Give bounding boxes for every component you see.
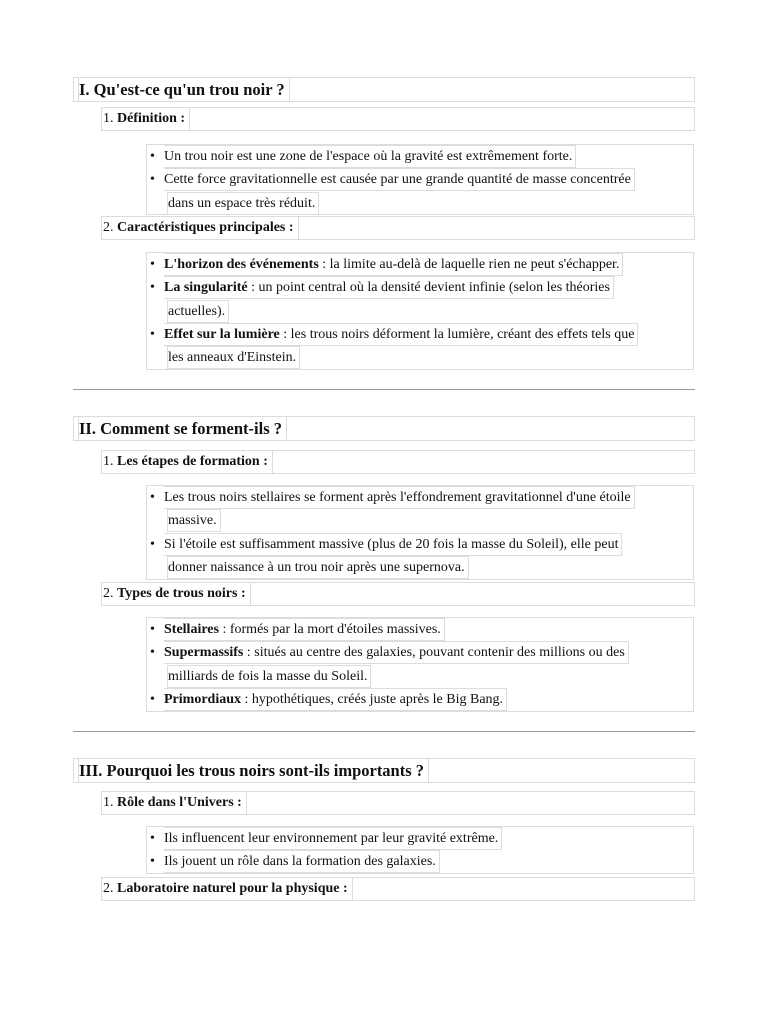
bullet-icon: • — [150, 854, 155, 870]
subsection-label: Définition : — [117, 111, 186, 126]
list-item: • Primordiaux : hypothétiques, créés juste après le Big Bang. — [147, 688, 693, 711]
section-3 — [73, 758, 695, 783]
section-title: I. Qu'est-ce qu'un trou noir ? — [73, 77, 695, 102]
subsection-heading — [101, 450, 695, 474]
subsection-heading — [101, 216, 695, 240]
bullet-icon: • — [150, 172, 155, 188]
list-number: 1. — [103, 454, 114, 469]
list-item: • Cette force gravitationnelle est causée par une grande quantité de masse concentrée dans un espace très réduit. — [147, 168, 693, 215]
section-title: II. Comment se forment-ils ? — [73, 416, 695, 441]
bullet-icon: • — [150, 831, 155, 846]
section-1 — [73, 77, 695, 102]
list-number: 1. — [103, 795, 114, 810]
bullet-icon: • — [150, 645, 155, 661]
subsection-label: Rôle dans l'Univers : — [117, 795, 242, 810]
list-number: 2. — [103, 220, 114, 235]
list-item: • Effet sur la lumière : les trous noirs déforment la lumière, créant des effets tels que les anneaux d'Einstein. — [147, 323, 693, 370]
subsection-heading — [101, 877, 695, 901]
list-item: • Ils influencent leur environnement par leur gravité extrême. — [147, 827, 693, 850]
bullet-icon: • — [150, 280, 155, 296]
subsection-label: Types de trous noirs : — [117, 586, 246, 601]
section-title: III. Pourquoi les trous noirs sont-ils importants ? — [73, 758, 695, 783]
section-divider — [73, 731, 695, 732]
bullet-icon: • — [150, 326, 155, 342]
subsection-label: Caractéristiques principales : — [117, 220, 294, 235]
subsection-heading — [101, 791, 695, 815]
section-2 — [73, 416, 695, 441]
bullet-list-box — [146, 617, 694, 712]
bullet-list-box — [146, 144, 694, 215]
list-item: • Stellaires : formés par la mort d'étoiles massives. — [147, 618, 693, 641]
list-item: • L'horizon des événements : la limite au-delà de laquelle rien ne peut s'échapper. — [147, 253, 693, 276]
list-item: • La singularité : un point central où la densité devient infinie (selon les théories actuelles). — [147, 276, 693, 323]
bullet-icon: • — [150, 622, 155, 637]
bullet-icon: • — [150, 149, 155, 164]
subsection-label: Les étapes de formation : — [117, 454, 268, 469]
bullet-icon: • — [150, 536, 155, 552]
bullet-icon: • — [150, 257, 155, 272]
list-number: 2. — [103, 586, 114, 601]
list-item: • Si l'étoile est suffisamment massive (plus de 20 fois la masse du Soleil), elle peut donner naissance à un trou noir après une supernova. — [147, 533, 693, 580]
subsection-heading — [101, 582, 695, 606]
bullet-icon: • — [150, 490, 155, 505]
section-divider — [73, 389, 695, 390]
list-item: • Les trous noirs stellaires se forment après l'effondrement gravitationnel d'une étoile massive. — [147, 486, 693, 533]
bullet-list-box — [146, 826, 694, 874]
list-number: 1. — [103, 111, 114, 126]
subsection-heading — [101, 107, 695, 131]
subsection-label: Laboratoire naturel pour la physique : — [117, 881, 348, 896]
list-number: 2. — [103, 881, 114, 896]
list-item: • Supermassifs : situés au centre des galaxies, pouvant contenir des millions ou des milliards de fois la masse du Soleil. — [147, 641, 693, 688]
bullet-icon: • — [150, 691, 155, 707]
bullet-list-box — [146, 485, 694, 580]
list-item: • Ils jouent un rôle dans la formation des galaxies. — [147, 850, 693, 873]
bullet-list-box — [146, 252, 694, 370]
list-item: • Un trou noir est une zone de l'espace où la gravité est extrêmement forte. — [147, 145, 693, 168]
